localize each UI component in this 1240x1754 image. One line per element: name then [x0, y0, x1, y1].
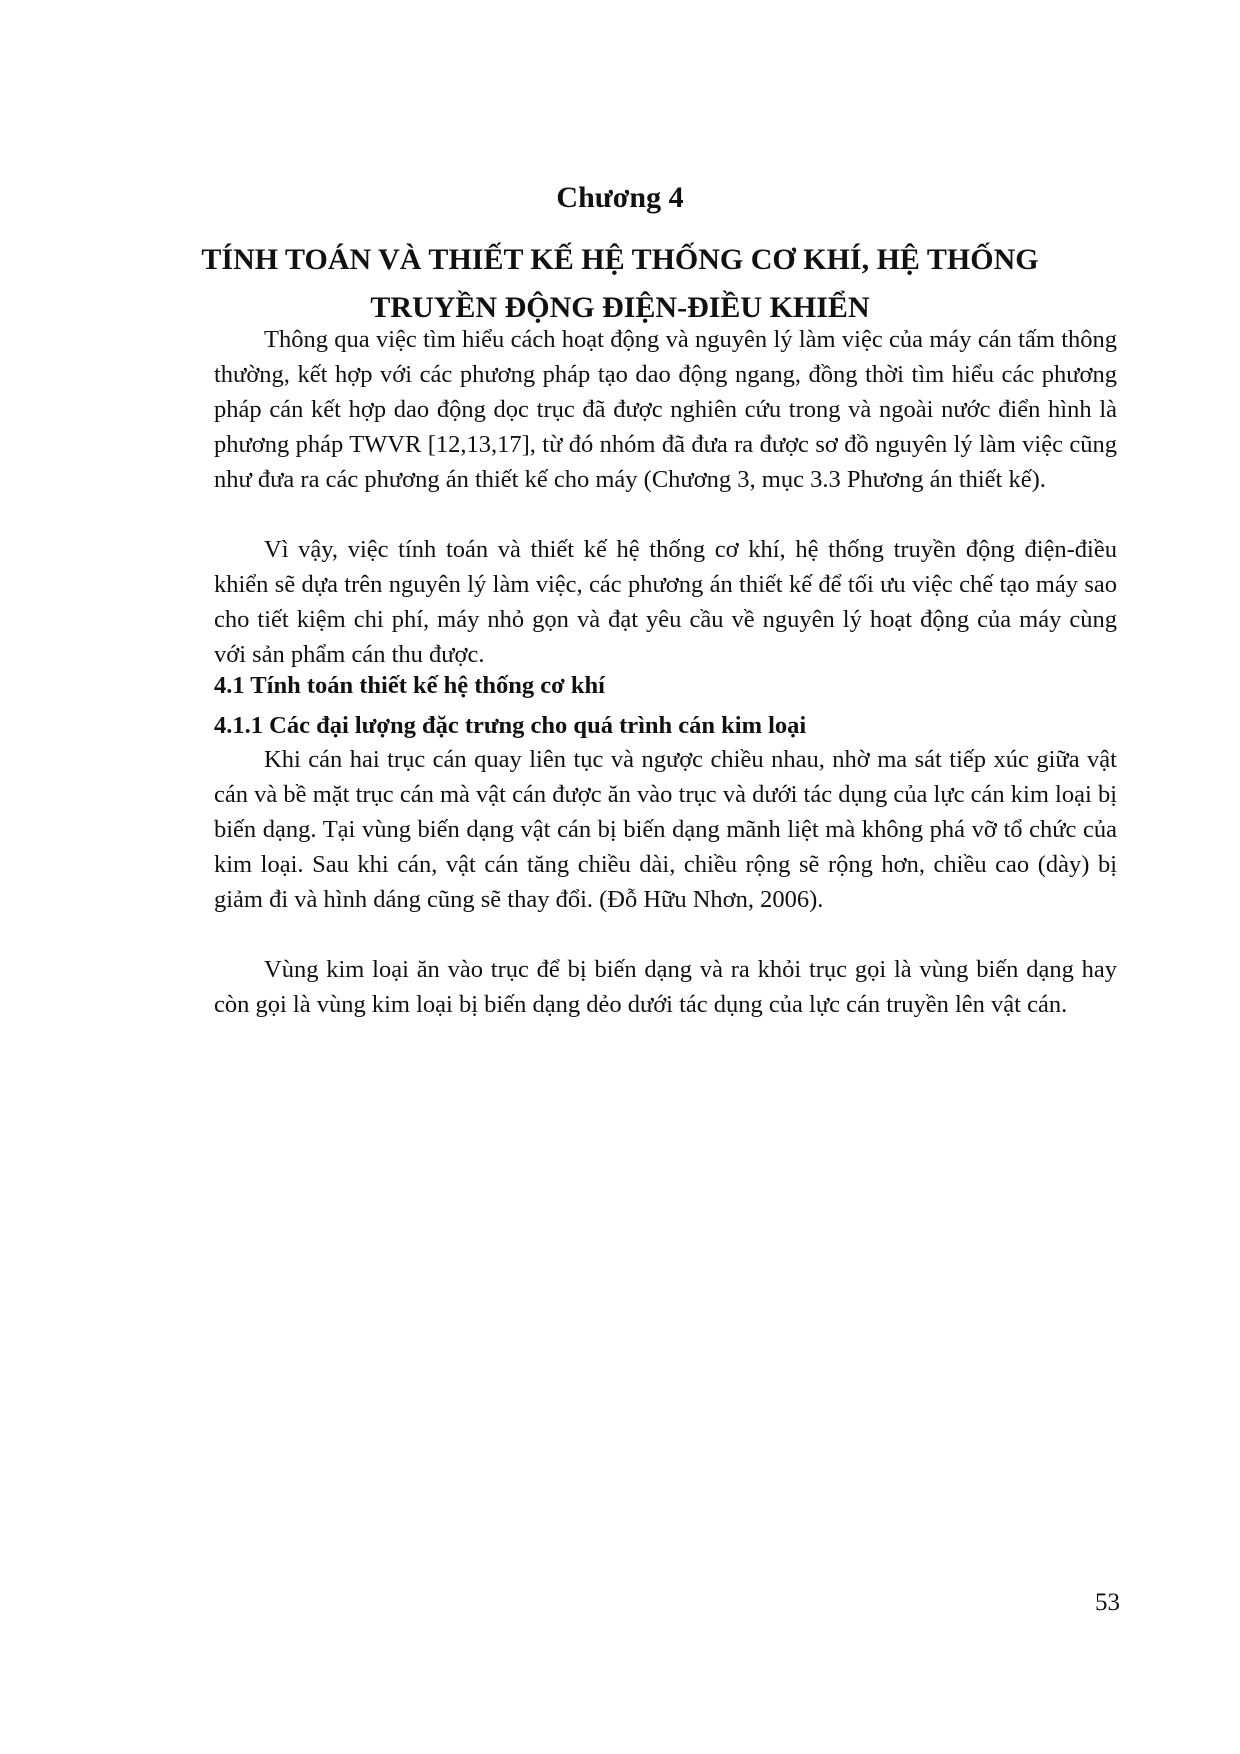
page-number: 53	[1095, 1589, 1120, 1616]
paragraph-intro: Thông qua việc tìm hiểu cách hoạt động và nguyên lý làm việc của máy cán tấm thông thường, kết hợp với các phương pháp tạo dao động ngang, đồng thời tìm hiểu các phương pháp cán kết hợp dao động dọc trục đã được nghiên cứu trong và ngoài nước điển hình là phương pháp TWVR [12,13,17], từ đó nhóm đã đưa ra được sơ đồ nguyên lý làm việc cũng như đưa ra các phương án thiết kế cho máy (Chương 3, mục 3.3 Phương án thiết kế).	[214, 326, 1117, 493]
section-heading-4-1-1: 4.1.1 Các đại lượng đặc trưng cho quá trình cán kim loại	[214, 712, 807, 739]
section-heading-4-1: 4.1 Tính toán thiết kế hệ thống cơ khí	[214, 672, 605, 699]
paragraph-deformation-zone: Vùng kim loại ăn vào trục để bị biến dạng và ra khỏi trục gọi là vùng biến dạng hay còn gọi là vùng kim loại bị biến dạng dẻo dưới tác dụng của lực cán truyền lên vật cán.	[214, 956, 1117, 1018]
chapter-title: TÍNH TOÁN VÀ THIẾT KẾ HỆ THỐNG CƠ KHÍ, HỆ THỐNG TRUYỀN ĐỘNG ĐIỆN-ĐIỀU KHIỂN	[201, 243, 1039, 324]
chapter-label: Chương 4	[556, 181, 684, 214]
paragraph-therefore: Vì vậy, việc tính toán và thiết kế hệ thống cơ khí, hệ thống truyền động điện-điều khiển sẽ dựa trên nguyên lý làm việc, các phương án thiết kế để tối ưu việc chế tạo máy sao cho tiết kiệm chi phí, máy nhỏ gọn và đạt yêu cầu về nguyên lý hoạt động của máy cùng với sản phẩm cán thu được.	[214, 536, 1117, 668]
paragraph-rolling: Khi cán hai trục cán quay liên tục và ngược chiều nhau, nhờ ma sát tiếp xúc giữa vật cán và bề mặt trục cán mà vật cán được ăn vào trục và dưới tác dụng của lực cán kim loại bị biến dạng. Tại vùng biến dạng vật cán bị biến dạng mãnh liệt mà không phá vỡ tổ chức của kim loại. Sau khi cán, vật cán tăng chiều dài, chiều rộng sẽ rộng hơn, chiều cao (dày) bị giảm đi và hình dáng cũng sẽ thay đổi. (Đỗ Hữu Nhơn, 2006).	[214, 746, 1117, 913]
